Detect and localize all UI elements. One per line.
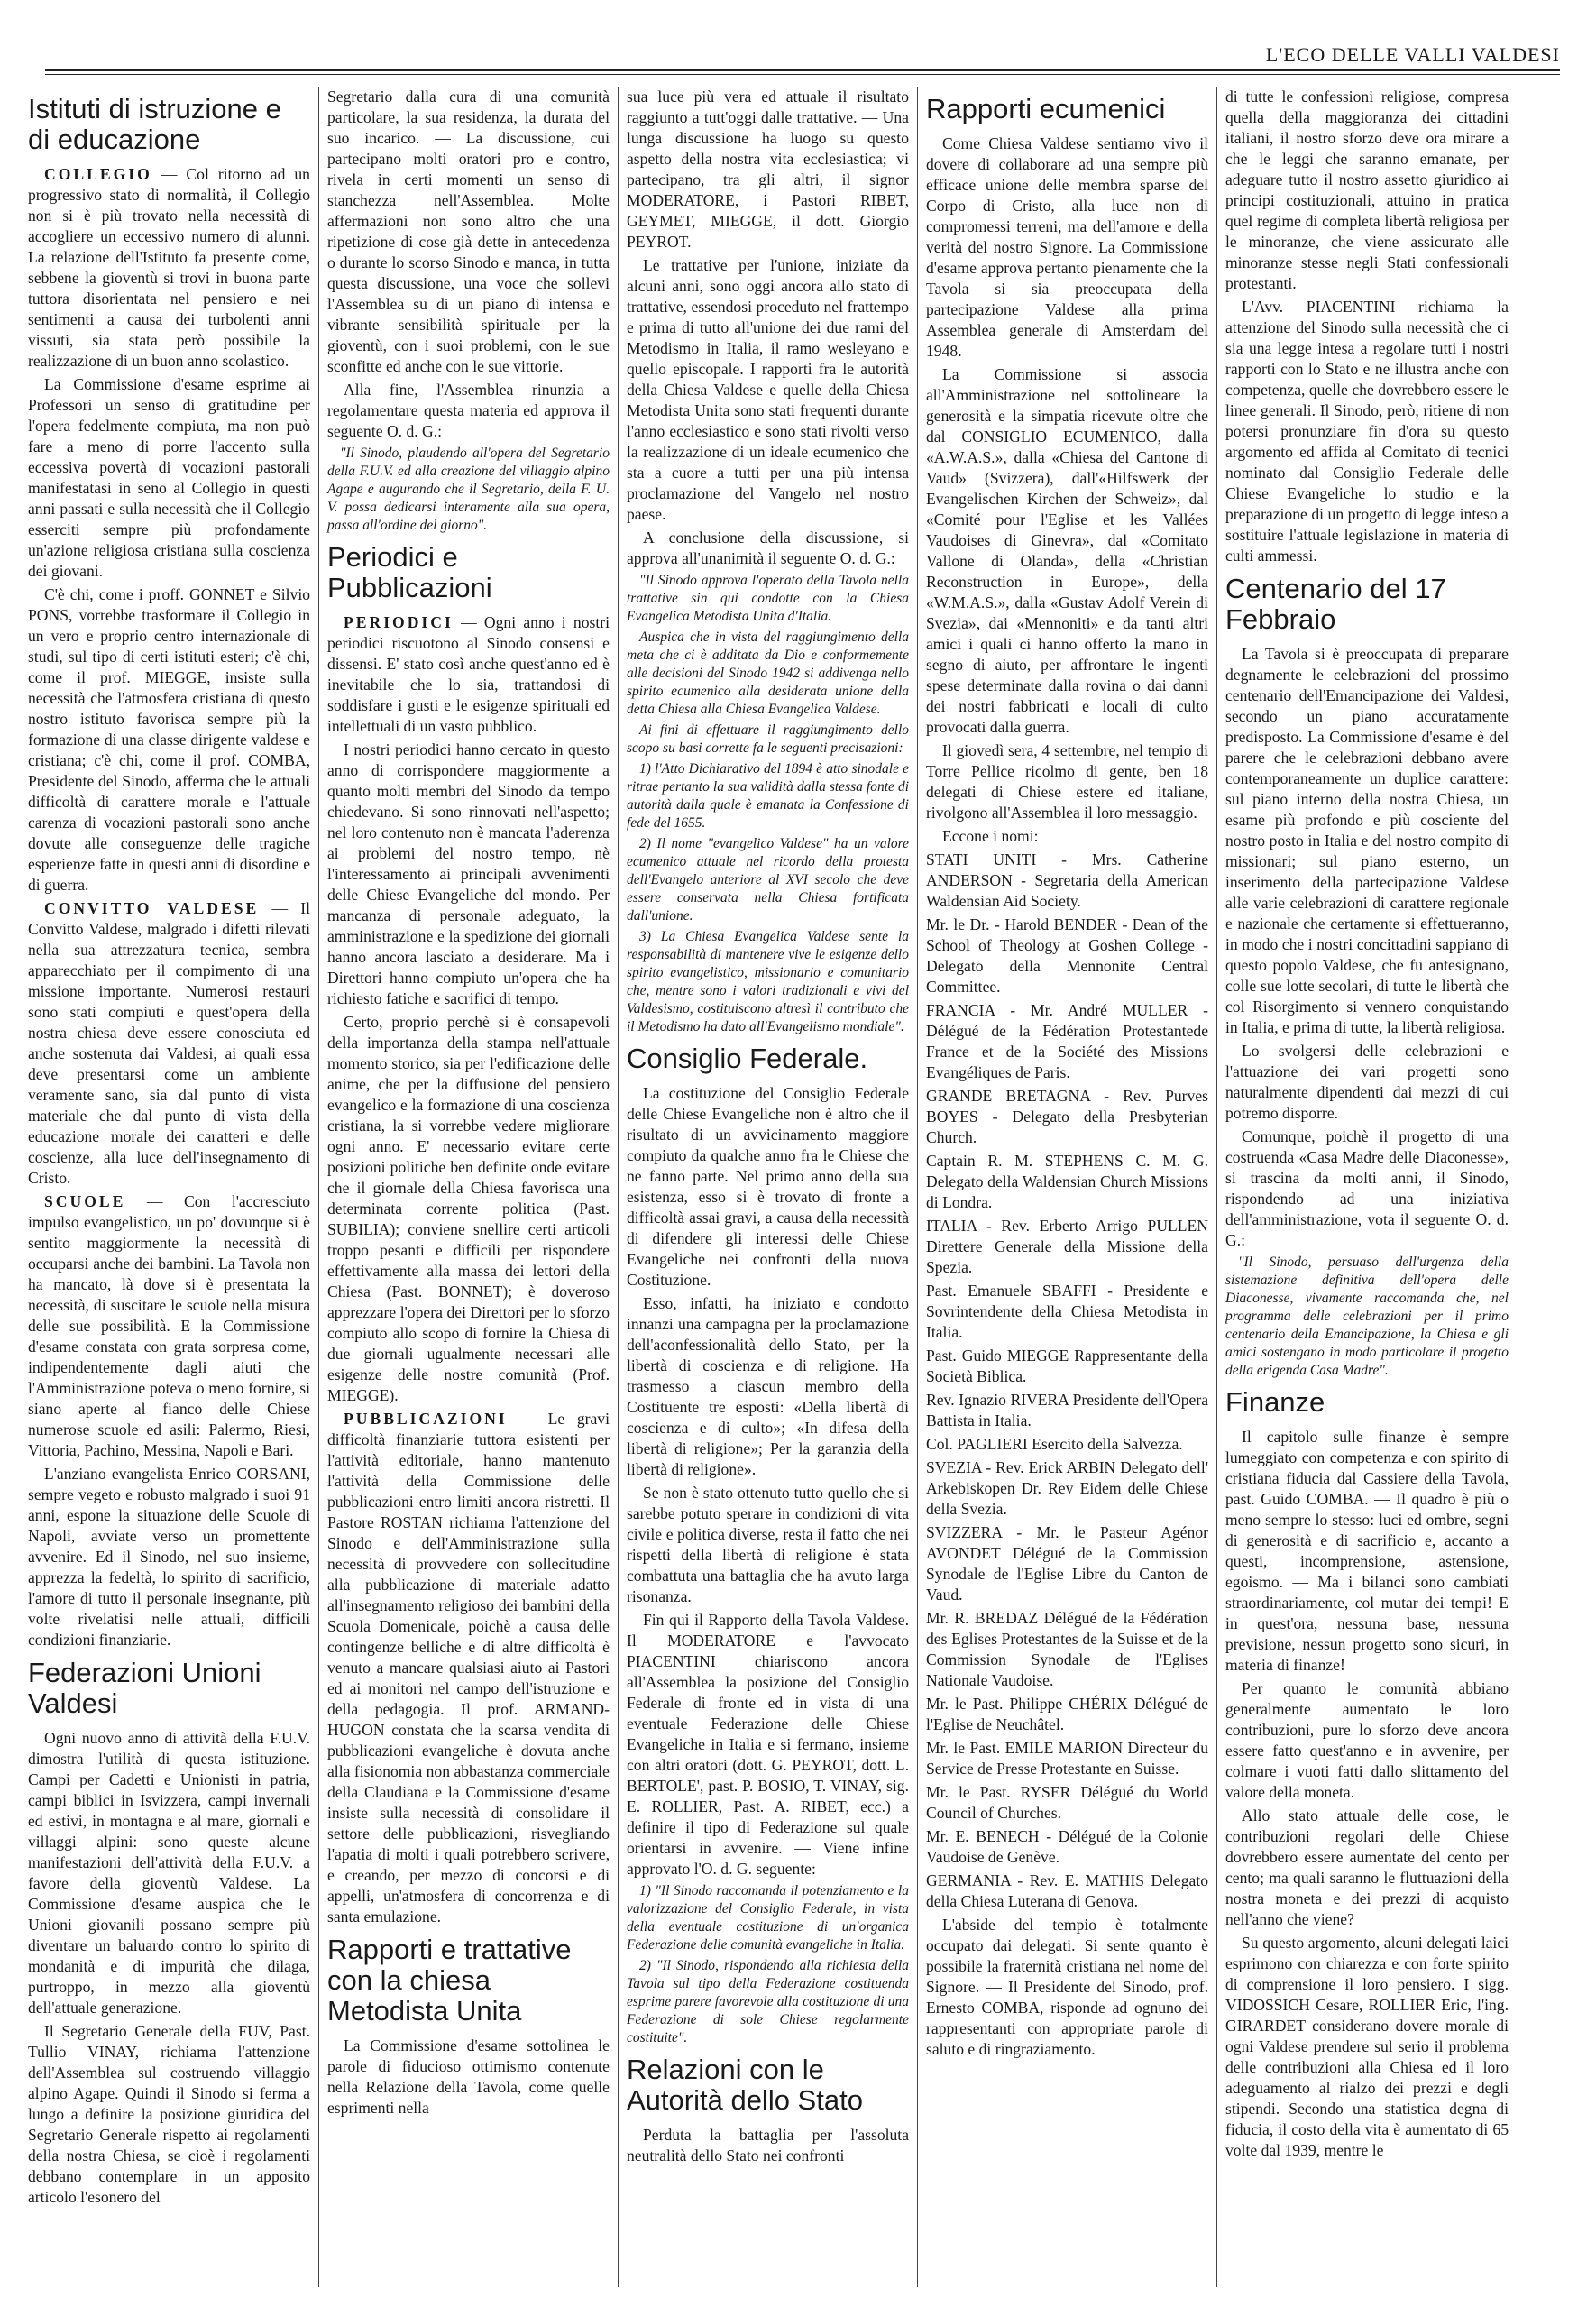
paragraph: Come Chiesa Valdese sentiamo vivo il dovere di collaborare ad una sempre più efficace unione delle membra sparse del Corpo di Cristo, alla luce non di compromessi terreni, ma dell'amore e della verità del nostro Signore. La Commissione d'esame approva pertanto pienamente che la Tavola si sia preoccupata della partecipazione Valdese alla prima Assemblea generale di Amsterdam del 1948. [926, 134, 1208, 360]
masthead: L'ECO DELLE VALLI VALDESI [1265, 43, 1560, 66]
paragraph [28, 1191, 310, 1461]
subhead-scuole: SCUOLE [44, 1192, 126, 1210]
order-of-day [1225, 1254, 1509, 1380]
quote: Ai fini di effettuare il raggiungimento dello scopo su basi corrette fa le seguenti precisazioni: [627, 722, 909, 756]
delegate-entry: FRANCIA - Mr. André MULLER - Délégué de la Fédération Protestantede France et de la Société des Missions Evangéliques de Paris. [926, 1001, 1208, 1081]
text: — Con l'accresciuto impulso evangelistico, un po' dovunque si è sentito maggiormente la necessità di occuparsi anche dei bambini. La Tavola non ha mancato, là dove si è presentata la necessità, di suscitare le scuole nella misura delle sue possibilità. E la Commissione d'esame constata con grata sorpresa come, indipendentemente dagli aiuti che l'Amministrazione poteva o meno fornire, si siano aperte al fianco delle Chiese numerose scuole ed asili: Palermo, Riesi, Vittoria, Pachino, Messina, Napoli e Bari. [28, 1192, 310, 1459]
heading-istituti: Istituti di istruzione e di educazione [28, 93, 281, 155]
column-1 [20, 87, 319, 2287]
paragraph [28, 164, 310, 372]
paragraph: Su questo argomento, alcuni delegati laici esprimono con chiarezza e con forte spirito di comprensione il loro pensiero. I sigg. VIDOSSICH Cesare, ROLLIER Eric, l'ing. GIRARDET considerano dovere morale di ogni Valdese prendere sul serio il problema delle contribuzioni alla Chiesa ed il loro adeguamento al rialzo dei prezzi e degli stipendi. Secondo una statistica degna di fiducia, il costo della vita è aumentato di 65 volte dal 1939, mentre le [1225, 1934, 1509, 2159]
columns [20, 87, 1580, 2287]
delegate-entry: Past. Emanuele SBAFFI - Presidente e Sovrintendente della Chiesa Metodista in Italia. [926, 1282, 1208, 1341]
heading-federazioni: Federazioni Unioni Valdesi [28, 1657, 261, 1719]
paragraph: Fin qui il Rapporto della Tavola Valdese. Il MODERATORE e l'avvocato PIACENTINI chiariscono ancora all'Assemblea la posizione del Consiglio Federale di fronte ed in vista di una eventuale Federazione delle Chiese Evangeliche in Italia e si fermano, insieme con altri oratori (dott. G. PEYROT, dott. L. BERTOLE', past. P. BOSIO, T. VINAY, sig. E. ROLLIER, Past. A. RIBET, ecc.) a definire il tipo di Federazione sul quale orientarsi in avvenire. — Viene infine approvato l'O. d. G. seguente: [627, 1611, 909, 1878]
quote: 1) "Il Sinodo raccomanda il potenziamento e la valorizzazione del Consiglio Federale, in vista della eventuale costituzione di un'organica Federazione delle comunità evangeliche in Italia. [627, 1883, 909, 1953]
paragraph: L'Avv. PIACENTINI richiama la attenzione del Sinodo sulla necessità che ci sia una legge intesa a regolare tutti i nostri rapporti con lo Stato e ne illustra anche con competenza, quelle che dovrebbero essere le linee generali. Il Sinodo, però, ritiene di non potersi pronunziare fin d'ora su questo argomento ed affida al Comitato di tecnici nominato dal Consiglio Federale delle Chiese Evangeliche lo studio e la preparazione di un progetto di legge inteso a sostituire l'attuale legislazione in materia di culti ammessi. [1225, 298, 1509, 565]
heading-relazioni-stato: Relazioni con le Autorità dello Stato [627, 2054, 863, 2116]
order-of-day [327, 445, 610, 535]
paragraph: Esso, infatti, ha iniziato e condotto innanzi una campagna per la proclamazione dell'aconfessionalità dello Stato, per la libertà di coscienza e di religione. Ha trasmesso a ciascun membro della Costituente tre esposti: «Della libertà di coscienza e di culto»; «In difesa della libertà di religione»; Per la garanzia della libertà di religione». [627, 1294, 909, 1478]
delegate-entry: Col. PAGLIERI Esercito della Salvezza. [926, 1435, 1183, 1453]
order-of-day [627, 572, 909, 1036]
paragraph: Le trattative per l'unione, iniziate da alcuni anni, sono oggi ancora allo stato di trattative, essendosi proceduto nel frattempo e prima di tutto all'unione dei due rami del Metodismo in Italia, il ramo wesleyano e quello episcopale. I rapporti fra le autorità della Chiesa Valdese e quelle della Chiesa Metodista Unita sono stati frequenti durante l'anno ecclesiastico e sono stati rivolti verso la realizzazione di un ideale ecumenico che sta a cuore a tutti per una più intensa proclamazione del Vangelo nel nostro paese. [627, 256, 909, 523]
subhead-pubblicazioni: PUBBLICAZIONI [344, 1410, 508, 1428]
delegate-entry: Mr. le Dr. - Harold BENDER - Dean of the School of Theology at Goshen College - Delegato della Mennonite Central Committee. [926, 915, 1208, 996]
paragraph: Il Segretario Generale della FUV, Past. Tullio VINAY, richiama l'attenzione dell'Assemblea sul costruendo villaggio alpino Agape. Quindi il Sinodo si ferma a lungo a definire la posizione giuridica del Segretario Generale rispetto ai regolamenti della nostra Chiesa, se cioè i regolamenti debbano contemplare in un apposito articolo l'esonero del [28, 2022, 310, 2206]
delegate-entry: Mr. E. BENECH - Délégué de la Colonie Vaudoise de Genève. [926, 1827, 1208, 1866]
heading-consiglio-federale: Consiglio Federale. [627, 1043, 868, 1074]
paragraph: La Tavola si è preoccupata di preparare degnamente le celebrazioni del prossimo centenario dell'Emancipazione dei Valdesi, secondo un piano accuratamente predisposto. La Commissione d'esame è del parere che le celebrazioni debbano avere contemporaneamente un duplice carattere: sul piano interno della nostra Chiesa, un esame più profondo e più cosciente del nostro posto in Italia e del nostro compito di missionari; sul piano esterno, un inserimento della partecipazione Valdese alle varie celebrazioni di carattere regionale e nazionale che certamente si effettueranno, in modo che i nostri concittadini sappiano di questo popolo Valdese, che fu antesignano, colle sue lotte secolari, di tutte le libertà che col Risorgimento si vennero conquistando in Italia, e prima di tutte, la libertà religiosa. [1225, 645, 1509, 1036]
paragraph: La costituzione del Consiglio Federale delle Chiese Evangeliche non è altro che il risultato di un avvicinamento maggiore compiuto da qualche anno fra le Chiese che ne fanno parte. Nel primo anno della sua esistenza, esso si è trovato di fronte a difficoltà assai gravi, a causa della necessità di difendere gli interessi delle Chiese Evangeliche nei confronti della nuova Costituzione. [627, 1084, 909, 1289]
text: — Le gravi difficoltà finanziarie tuttora esistenti per l'attività editoriale, hanno mantenuto l'attività della Commissione delle pubblicazioni entro limiti ancora ristretti. Il Pastore ROSTAN richiama l'attenzione del Sinodo e dell'Amministrazione sulla necessità di provvedere con sollecitudine alla pubblicazione di materiale adatto all'insegnamento religioso dei bambini della Scuola Domenicale, poichè a causa delle contingenze belliche e di altre difficoltà è venuto a mancare qualsiasi aiuto ai Pastori ed ai monitori nel campo dell'istruzione e della pedagogia. Il prof. ARMAND-HUGON constata che la scarsa vendita di pubblicazioni evangeliche è dovuta anche alla fisionomia non abbastanza commerciale della Claudiana e la Commissione d'esame insiste sulla necessità di consolidare il settore delle pubblicazioni, risvegliando l'apatia di molti i quali potrebbero scrivere, e creando, per mezzo di concorsi e di appelli, un'atmosfera di concorrenza e di santa emulazione. [327, 1410, 610, 1926]
delegate-entry: Mr. le Past. EMILE MARION Directeur du Service de Presse Protestante en Suisse. [926, 1739, 1208, 1778]
paragraph: La Commissione d'esame esprime ai Professori un senso di gratitudine per l'opera fedelmente compiuta, ma non può fare a meno di porre l'accento sulla eccessiva povertà di vocazioni pastorali manifestatasi in seno al Collegio in questi anni passati e sulla necessità che il Collegio esserciti sempre più profondamente un'azione religiosa cristiana sulla coscienza dei giovani. [28, 375, 310, 580]
subhead-periodici: PERIODICI [344, 613, 454, 631]
heading-rapporti-ecumenici: Rapporti ecumenici [926, 93, 1166, 124]
subhead-convitto: CONVITTO VALDESE [44, 899, 260, 917]
paragraph: Ogni nuovo anno di attività della F.U.V. dimostra l'utilità di questa istituzione. Campi per Cadetti e Unionisti in patria, campi biblici in Isvizzera, campi invernali ed estivi, in montagna e al mare, giornali e villaggi alpini: sono queste alcune manifestazioni dell'attività della F.U.V. a favore della gioventù Valdese. La Commissione d'esame auspica che le Unioni giovanili possano sempre più diventare un baluardo contro lo spirito di mondanità e di impurità che dilaga, purtroppo, in mezzo alla gioventù dell'attuale generazione. [28, 1729, 310, 2017]
quote: Auspica che in vista del raggiungimento della meta che ci è additata da Dio e conformemente alle decisioni del Sinodo 1942 si addivenga nello spirito ecumenico alla desiderata unione della detta Chiesa alla Chiesa Evangelica Valdese. [627, 630, 909, 717]
text: — Col ritorno ad un progressivo stato di normalità, il Collegio non si è più trovato nella necessità di accogliere un eccessivo numero di alunni. La relazione dell'Istituto fa presente come, sebbene la gioventù si trovi in buona parte tuttora disorientata nel pensiero e nei sentimenti a causa dei turbolenti anni vissuti, sia stata però possibile la realizzazione di un buon anno scolastico. [28, 165, 310, 370]
paragraph: Certo, proprio perchè si è consapevoli della importanza della stampa nell'attuale momento storico, sia per l'edificazione delle anime, che per la diffusione del pensiero evangelico e la formazione di una coscienza cristiana, la si vorrebbe vedere migliorare ogni anno. E' necessario evitare certe posizioni politiche ben definite onde evitare che il giornale della Chiesa favorisca una determinata corrente politica (Past. SUBILIA); conviene snellire certi articoli troppo pesanti e difficili per rispondere effettivamente alla massa dei lettori della Chiesa (Past. BONNET); è doveroso apprezzare l'opera dei Direttori per lo sforzo compiuto allo scopo di fornire la Chiesa di due giornali ugualmente necessari alle esigenze delle nostre comunità (Prof. MIEGGE). [327, 1013, 610, 1404]
text: — Ogni anno i nostri periodici riscuotono al Sinodo consensi e dissensi. E' stato così anche quest'anno ed è inevitabile che lo sia, trattandosi di soddisfare i gusti e le esigenze spirituali ed intellettuali di un vasto pubblico. [327, 613, 610, 735]
delegate-entry: GRANDE BRETAGNA - Rev. Purves BOYES - Delegato della Presbyterian Church. [926, 1087, 1208, 1146]
paragraph: Il capitolo sulle finanze è sempre lumeggiato con competenza e con spirito di cristiana fiducia dal Cassiere della Tavola, past. Guido COMBA. — Il quadro è più o meno sempre lo stesso: luci ed ombre, segni di generosità e di sacrificio e, accanto a questi, incomprensione, astensione, egoismo. — Ma i bilanci sono cambiati straordinariamente, col mutar dei tempi! E in quest'ora, nessuna base, nessuna previsione, nessun progetto sono sicuri, in materia di finanze! [1225, 1428, 1509, 1674]
paragraph: Lo svolgersi delle celebrazioni e l'attuazione dei vari progetti sono naturalmente dipendenti dai mezzi di cui potremo disporre. [1225, 1042, 1509, 1122]
quote: 2) Il nome "evangelico Valdese" ha un valore ecumenico attuale nel ricordo della protesta dell'Evangelo anteriore al XVI secolo che deve essere conservata nella Chiesa fortificata dall'unione. [627, 836, 909, 924]
delegate-entry: Rev. Ignazio RIVERA Presidente dell'Opera Battista in Italia. [926, 1391, 1208, 1429]
paragraph: A conclusione della discussione, si approva all'unanimità il seguente O. d. G.: [627, 529, 909, 567]
paragraph: Per quanto le comunità abbiano generalmente aumentato le loro contribuzioni, pure lo sforzo deve ancora essere fatto quest'anno e in avvenire, per colmare i vuoti fatti dallo slittamento del valore della moneta. [1225, 1679, 1509, 1801]
paragraph: C'è chi, come i proff. GONNET e Silvio PONS, vorrebbe trasformare il Collegio in un vero e proprio centro internazionale di studi, sul tipo di certi istituti esteri; c'è chi, come il prof. MIEGGE, insiste sulla necessità che l'atmosfera cristiana di questo nostro istituto favorisca sempre più la formazione di una classe dirigente valdese e cristiana; c'è chi, come il prof. COMBA, Presidente del Sinodo, afferma che le attuali difficoltà di carattere morale e l'attuale carenza di vocazioni pastorali sono anche dovute alle conseguenze delle tragiche esperienze fatte in questi anni di disordine e di guerra. [28, 585, 310, 894]
delegate-entry: Mr. R. BREDAZ Délégué de la Fédération des Eglises Protestantes de la Suisse et de la Commission Synodale de l'Eglises Nationale Vaudoise. [926, 1609, 1208, 1689]
column-5 [1217, 87, 1517, 2287]
column-2 [319, 87, 619, 2287]
column-4 [918, 87, 1217, 2287]
delegate-entry: GERMANIA - Rev. E. MATHIS Delegato della Chiesa Luterana di Genova. [926, 1871, 1208, 1910]
delegate-entry: ITALIA - Rev. Erberto Arrigo PULLEN Direttere Generale della Missione della Spezia. [926, 1217, 1208, 1276]
paragraph: La Commissione si associa all'Amministrazione nel sottolineare la generosità e la simpatia ricevute oltre che dal CONSIGLIO ECUMENICO, dalla «A.W.A.S.», dalla «Chiesa del Cantone di Vaud» (Svizzera), dall'«Hilfswerk der Evangelischen Kirchen der Schweiz», dal «Comité pour l'Eglise et les Vallées Vaudoises di Ginevra», dal «Comitato Vallone di Olanda», della «Christian Reconstruction in Europe», della «W.M.A.S.», dalla «Gustav Adolf Verein di Svezia», dai «Mennoniti» e da tanti altri amici i quali ci hanno offerto la mano in segno di aiuto, per affrontare le ingenti spese determinate dalla rovina o dai danni dei nostri fabbricati e locali di culto provocati dalla guerra. [926, 365, 1208, 736]
delegate-entry: STATI UNITI - Mrs. Catherine ANDERSON - Segretaria della American Waldensian Aid Society. [926, 850, 1208, 910]
paragraph: di tutte le confessioni religiose, compresa quella della maggioranza dei cittadini italiani, il nostro sforzo deve ora mirare a che le leggi che saranno emanate, per adeguare tutto il nostro assetto giuridico ai principi costituzionali, attuino in pratica quel regime di completa libertà religiosa per le minoranze, che viene assicurato alle minoranze stesse negli Stati confessionali protestanti. [1225, 87, 1509, 292]
heading-centenario: Centenario del 17 Febbraio [1225, 573, 1446, 635]
quote: "Il Sinodo, persuaso dell'urgenza della sistemazione definitiva dell'opera delle Diaconesse, vivamente raccomanda che, nel programma delle celebrazioni per il primo centenario della Emancipazione, la Chiesa e gli amici sostengano in modo particolare il progetto della erigenda Casa Madre". [1225, 1255, 1509, 1378]
paragraph [327, 612, 610, 737]
delegate-entry: SVEZIA - Rev. Erick ARBIN Delegato dell' Arkebiskopen Dr. Rev Eidem delle Chiese della Svezia. [926, 1458, 1208, 1518]
paragraph: Segretario dalla cura di una comunità particolare, la sua residenza, la durata del suo incarico. — La discussione, cui partecipano molti oratori pro e contro, rivela in certi momenti un senso di stanchezza nell'Assemblea. Molte affermazioni non sono altro che una ripetizione di cose già dette in antecedenza o durante lo scorso Sinodo e manca, in tutta questa discussione, una voce che sollevi l'Assemblea su di un piano di intensa e vibrante sensibilità spirituale per la gioventù, con i suoi problemi, con le sue sconfitte ed anche con le sue vittorie. [327, 87, 610, 375]
paragraph: Allo stato attuale delle cose, le contribuzioni regolari delle Chiese dovrebbero essere aumentate del cento per cento; ma quali saranno le fluttuazioni della nostra moneta e dei prezzi di acquisto nell'anno che viene? [1225, 1806, 1509, 1928]
quote: 3) La Chiesa Evangelica Valdese sente la responsabilità di mantenere vive le esigenze dello spirito evangelistico, missionario e comunitario che, mentre sono i valori tradizionali e vivi del Valdesismo, costituiscono altresì il contributo che il Metodismo ha dato all'Evangelismo mondiale". [627, 929, 909, 1034]
paragraph [327, 1409, 610, 1927]
text: — Il Convitto Valdese, malgrado i difetti rilevati nella sua attrezzatura tecnica, sembra apparecchiato per il compimento di una missione importante. Numerosi restauri sono stati compiuti e quest'opera della nostra chiesa deve essere conosciuta ed anche sostenuta dai Valdesi, ai quali essa deve presentarsi come un ambiente veramente sano, sia dal punto di vista materiale che dal punto di vista della educazione morale dei caratteri e delle coscienze, alla luce dell'insegnamento di Cristo. [28, 899, 310, 1187]
paragraph: Il giovedì sera, 4 settembre, nel tempio di Torre Pellice ricolmo di gente, ben 18 delegati di Chiese estere ed italiane, rivolgono all'Assemblea il loro messaggio. [926, 741, 1208, 822]
header-rule-thin [45, 74, 1560, 75]
heading-periodici: Periodici e Pubblicazioni [327, 541, 492, 603]
paragraph: Perduta la battaglia per l'assoluta neutralità dello Stato nei confronti [627, 2126, 909, 2165]
delegate-entry: SVIZZERA - Mr. le Pasteur Agénor AVONDET Délégué de la Commission Synodale de l'Eglise Libre du Canton de Vaud. [926, 1523, 1208, 1604]
header-rule [45, 69, 1560, 71]
quote: "Il Sinodo approva l'operato della Tavola nella trattative sin qui condotte con la Chiesa Evangelica Metodista Unita d'Italia. [627, 573, 909, 624]
paragraph: Alla fine, l'Assemblea rinunzia a regolamentare questa materia ed approva il seguente O. d. G.: [327, 381, 610, 440]
heading-finanze: Finanze [1225, 1386, 1325, 1418]
heading-rapporti-metodista: Rapporti e trattative con la chiesa Metodista Unita [327, 1934, 572, 2027]
delegate-entry: Past. Guido MIEGGE Rappresentante della Società Biblica. [926, 1347, 1208, 1385]
quote: 1) l'Atto Dichiarativo del 1894 è atto sinodale e ritrae pertanto la sua validità dalla stessa fonte di autorità dalla quale è emanata la Confessione di fede del 1655. [627, 761, 909, 831]
paragraph: Eccone i nomi: [942, 827, 1039, 845]
quote: "Il Sinodo, plaudendo all'opera del Segretario della F.U.V. ed alla creazione del villaggio alpino Agape e augurando che il Segretario, della F. U. V. possa dedicarsi interamente alla sua opera, passa all'ordine del giorno". [327, 446, 610, 533]
subhead-collegio: COLLEGIO [44, 165, 152, 183]
paragraph: Se non è stato ottenuto tutto quello che si sarebbe potuto sperare in condizioni di vita civile e politica diverse, resta il fatto che nei rispetti della libertà di religione è stata combattuta una battaglia che ha avuto larga risonanza. [627, 1484, 909, 1605]
paragraph [28, 898, 310, 1189]
delegate-entry: Mr. le Past. Philippe CHÉRIX Délégué de l'Eglise de Neuchâtel. [926, 1695, 1208, 1733]
paragraph: L'anziano evangelista Enrico CORSANI, sempre vegeto e robusto malgrado i suoi 91 anni, espone la situazione delle Scuole di Napoli, avviate verso un promettente avvenire. Ed il Sinodo, nel suo insieme, apprezza la fedeltà, lo spirito di sacrificio, l'amore di tutto il personale insegnante, più volte rivelatisi nelle attuali, difficili condizioni finanziarie. [28, 1465, 310, 1649]
quote: 2) "Il Sinodo, rispondendo alla richiesta della Tavola sul tipo della Federazione costituenda esprime parere favorevole alla costituzione di una Federazione di sole Chiese regolarmente costituite". [627, 1958, 909, 2045]
paragraph: Comunque, poichè il progetto di una costruenda «Casa Madre delle Diaconesse», si trascina da molti anni, il Sinodo, rispondendo ad una iniziativa dell'amministrazione, vota il seguente O. d. G.: [1225, 1127, 1509, 1249]
delegate-entry: Captain R. M. STEPHENS C. M. G. Delegato della Waldensian Church Missions di Londra. [926, 1152, 1208, 1211]
order-of-day [627, 1882, 909, 2047]
column-3 [619, 87, 918, 2287]
paragraph: La Commissione d'esame sottolinea le parole di fiducioso ottimismo contenute nella Relazione della Tavola, come quelle esprimenti nella [327, 2036, 610, 2117]
delegate-entry: Mr. le Past. RYSER Délégué du World Council of Churches. [926, 1783, 1208, 1822]
paragraph: I nostri periodici hanno cercato in questo anno di corrispondere maggiormente a quanto molti membri del Sinodo da tempo chiedevano. Si sono rinnovati nell'aspetto; nel loro contenuto non è mancata l'aderenza ai problemi del nostro tempo, nè l'interessamento ai principali avvenimenti delle Chiese Evangeliche del mondo. Per mancanza di personale adeguato, la amministrazione e la spedizione dei giornali hanno ancora lasciato a desiderare. Ma i Direttori hanno compiuto un'opera che ha richiesto fatiche e sacrifici di tempo. [327, 740, 610, 1007]
paragraph: L'abside del tempio è totalmente occupato dai delegati. Si sente quanto è possibile la fraternità cristiana nel nome del Signore. — Il Presidente del Sinodo, prof. Ernesto COMBA, risponde ad ognuno dei rappresentanti con appropriate parole di saluto e di ringraziamento. [926, 1916, 1208, 2058]
paragraph: sua luce più vera ed attuale il risultato raggiunto a tutt'oggi dalle trattative. — Una lunga discussione ha luogo su questo aspetto della nostra vita ecclesiastica; vi partecipano, tra gli altri, il signor MODERATORE, i Pastori RIBET, GEYMET, MIEGGE, il dott. Giorgio PEYROT. [627, 87, 909, 251]
